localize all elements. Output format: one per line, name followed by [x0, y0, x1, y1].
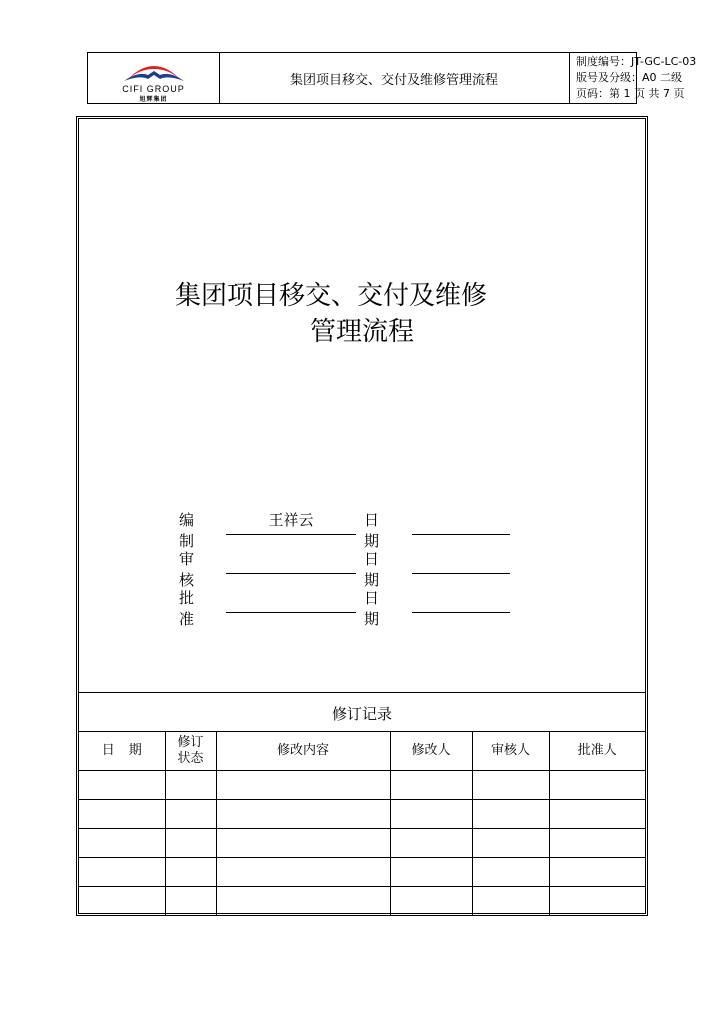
- section-divider: [79, 692, 645, 693]
- col-header-content: 修改内容: [216, 732, 390, 771]
- date-label: 日期: [364, 511, 380, 550]
- document-header: [87, 52, 697, 104]
- status-line-1: 修订: [177, 735, 204, 750]
- table-cell: [390, 887, 472, 916]
- table-cell: [79, 858, 165, 887]
- table-cell: [549, 800, 645, 829]
- table-cell: [549, 858, 645, 887]
- header-meta: [570, 53, 697, 104]
- table-row: [79, 800, 645, 829]
- logo-text: CIFI GROUP: [122, 84, 185, 94]
- table-cell: [472, 858, 549, 887]
- col-header-approver: 批准人: [549, 732, 645, 771]
- status-line-2: 状态: [177, 751, 204, 766]
- date-line: [412, 612, 510, 613]
- doc-page: 页码：第 1 页 共 7 页: [576, 87, 685, 100]
- col-header-date: 日期: [79, 732, 165, 771]
- logo-cell: [88, 53, 220, 103]
- revision-header-row: [79, 732, 645, 771]
- col-header-reviewer: 审核人: [472, 732, 549, 771]
- table-cell: [165, 829, 216, 858]
- table-cell: [79, 800, 165, 829]
- date-line: [412, 573, 510, 574]
- table-cell: [390, 829, 472, 858]
- table-cell: [390, 858, 472, 887]
- table-cell: [549, 771, 645, 800]
- date-label: 日期: [364, 589, 380, 628]
- cover-frame: [76, 116, 648, 916]
- doc-code: 制度编号：JT-GC-LC-03: [576, 55, 697, 68]
- date-line: [412, 534, 510, 535]
- table-cell: [472, 829, 549, 858]
- col-header-status: [165, 732, 216, 771]
- table-cell: [390, 771, 472, 800]
- table-row: [79, 858, 645, 887]
- table-cell: [472, 887, 549, 916]
- signoff-line: [226, 534, 356, 535]
- title-line-1: 集团项目移交、交付及维修: [175, 281, 488, 311]
- table-cell: [390, 800, 472, 829]
- date-label: 日期: [364, 550, 380, 589]
- table-cell: [216, 800, 390, 829]
- signoff-value: 王祥云: [268, 511, 314, 529]
- table-cell: [472, 800, 549, 829]
- signoff-label: 批准: [179, 589, 195, 628]
- table-row: [79, 887, 645, 916]
- doc-version: 版号及分级：A0 二级: [576, 71, 683, 84]
- table-cell: [79, 771, 165, 800]
- header-title: 集团项目移交、交付及维修管理流程: [219, 53, 570, 103]
- table-row: [79, 771, 645, 800]
- table-cell: [79, 887, 165, 916]
- table-cell: [165, 858, 216, 887]
- table-cell: [79, 829, 165, 858]
- revision-title: 修订记录: [331, 705, 392, 723]
- table-cell: [165, 887, 216, 916]
- signoff-line: [226, 573, 356, 574]
- table-cell: [549, 887, 645, 916]
- table-cell: [165, 771, 216, 800]
- cifi-logo-icon: [118, 57, 190, 85]
- signoff-line: [226, 612, 356, 613]
- table-row: [79, 829, 645, 858]
- table-cell: [165, 800, 216, 829]
- table-cell: [549, 829, 645, 858]
- col-header-modifier: 修改人: [390, 732, 472, 771]
- table-cell: [216, 829, 390, 858]
- signoff-label: 审核: [179, 550, 195, 589]
- table-cell: [216, 771, 390, 800]
- logo-subtext: 旭辉集团: [139, 96, 168, 103]
- signoff-label: 编制: [179, 511, 195, 550]
- title-line-2: 管理流程: [309, 317, 414, 347]
- table-cell: [216, 858, 390, 887]
- table-cell: [472, 771, 549, 800]
- table-cell: [216, 887, 390, 916]
- revision-table: [79, 731, 645, 915]
